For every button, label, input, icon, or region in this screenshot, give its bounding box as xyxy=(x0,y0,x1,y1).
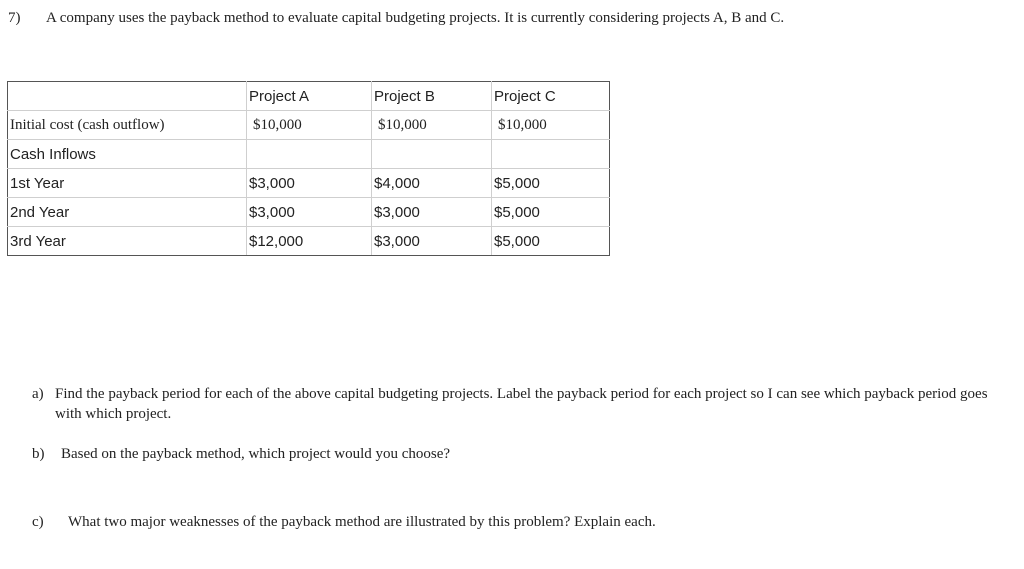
cell-a-year-3: $12,000 xyxy=(247,227,372,256)
table-row xyxy=(8,140,610,169)
cell-a-year-2: $3,000 xyxy=(247,198,372,227)
row-label-initial-cost: Initial cost (cash outflow) xyxy=(8,111,247,140)
cell-c-cash-inflows xyxy=(492,140,610,169)
cell-c-year-1: $5,000 xyxy=(492,169,610,198)
cell-b-initial-cost: $10,000 xyxy=(372,111,492,140)
cell-a-cash-inflows xyxy=(247,140,372,169)
table-header-row xyxy=(8,82,610,111)
header-project-c: Project C xyxy=(492,82,610,111)
question-text: A company uses the payback method to evaluate capital budgeting projects. It is currently considering projects A, B and C. xyxy=(46,10,785,26)
part-b xyxy=(32,444,732,466)
cell-b-year-2: $3,000 xyxy=(372,198,492,227)
header-cell-empty xyxy=(8,82,247,111)
part-c xyxy=(32,512,832,534)
table-row xyxy=(8,227,610,256)
part-a xyxy=(32,384,992,428)
cash-flow-table xyxy=(7,81,610,256)
cell-c-initial-cost: $10,000 xyxy=(492,111,610,140)
cell-b-year-3: $3,000 xyxy=(372,227,492,256)
header-project-a: Project A xyxy=(247,82,372,111)
part-a-label: a) xyxy=(32,386,44,402)
part-b-text: Based on the payback method, which project would you choose? xyxy=(61,446,451,462)
row-label-cash-inflows: Cash Inflows xyxy=(8,140,247,169)
table-row xyxy=(8,111,610,140)
part-b-label: b) xyxy=(32,446,45,462)
part-c-label: c) xyxy=(32,514,44,530)
table-row xyxy=(8,169,610,198)
cell-c-year-3: $5,000 xyxy=(492,227,610,256)
table-row xyxy=(8,198,610,227)
cell-b-cash-inflows xyxy=(372,140,492,169)
header-project-b: Project B xyxy=(372,82,492,111)
cell-c-year-2: $5,000 xyxy=(492,198,610,227)
cell-a-initial-cost: $10,000 xyxy=(247,111,372,140)
question-number: 7) xyxy=(8,10,21,26)
cell-b-year-1: $4,000 xyxy=(372,169,492,198)
row-label-year-3: 3rd Year xyxy=(8,227,247,256)
part-a-text: Find the payback period for each of the above capital budgeting projects. Label the payback period for each project so I can see which payback period goes with which project. xyxy=(55,386,988,422)
row-label-year-2: 2nd Year xyxy=(8,198,247,227)
cell-a-year-1: $3,000 xyxy=(247,169,372,198)
part-c-text: What two major weaknesses of the payback method are illustrated by this problem? Explain each. xyxy=(68,514,656,530)
row-label-year-1: 1st Year xyxy=(8,169,247,198)
